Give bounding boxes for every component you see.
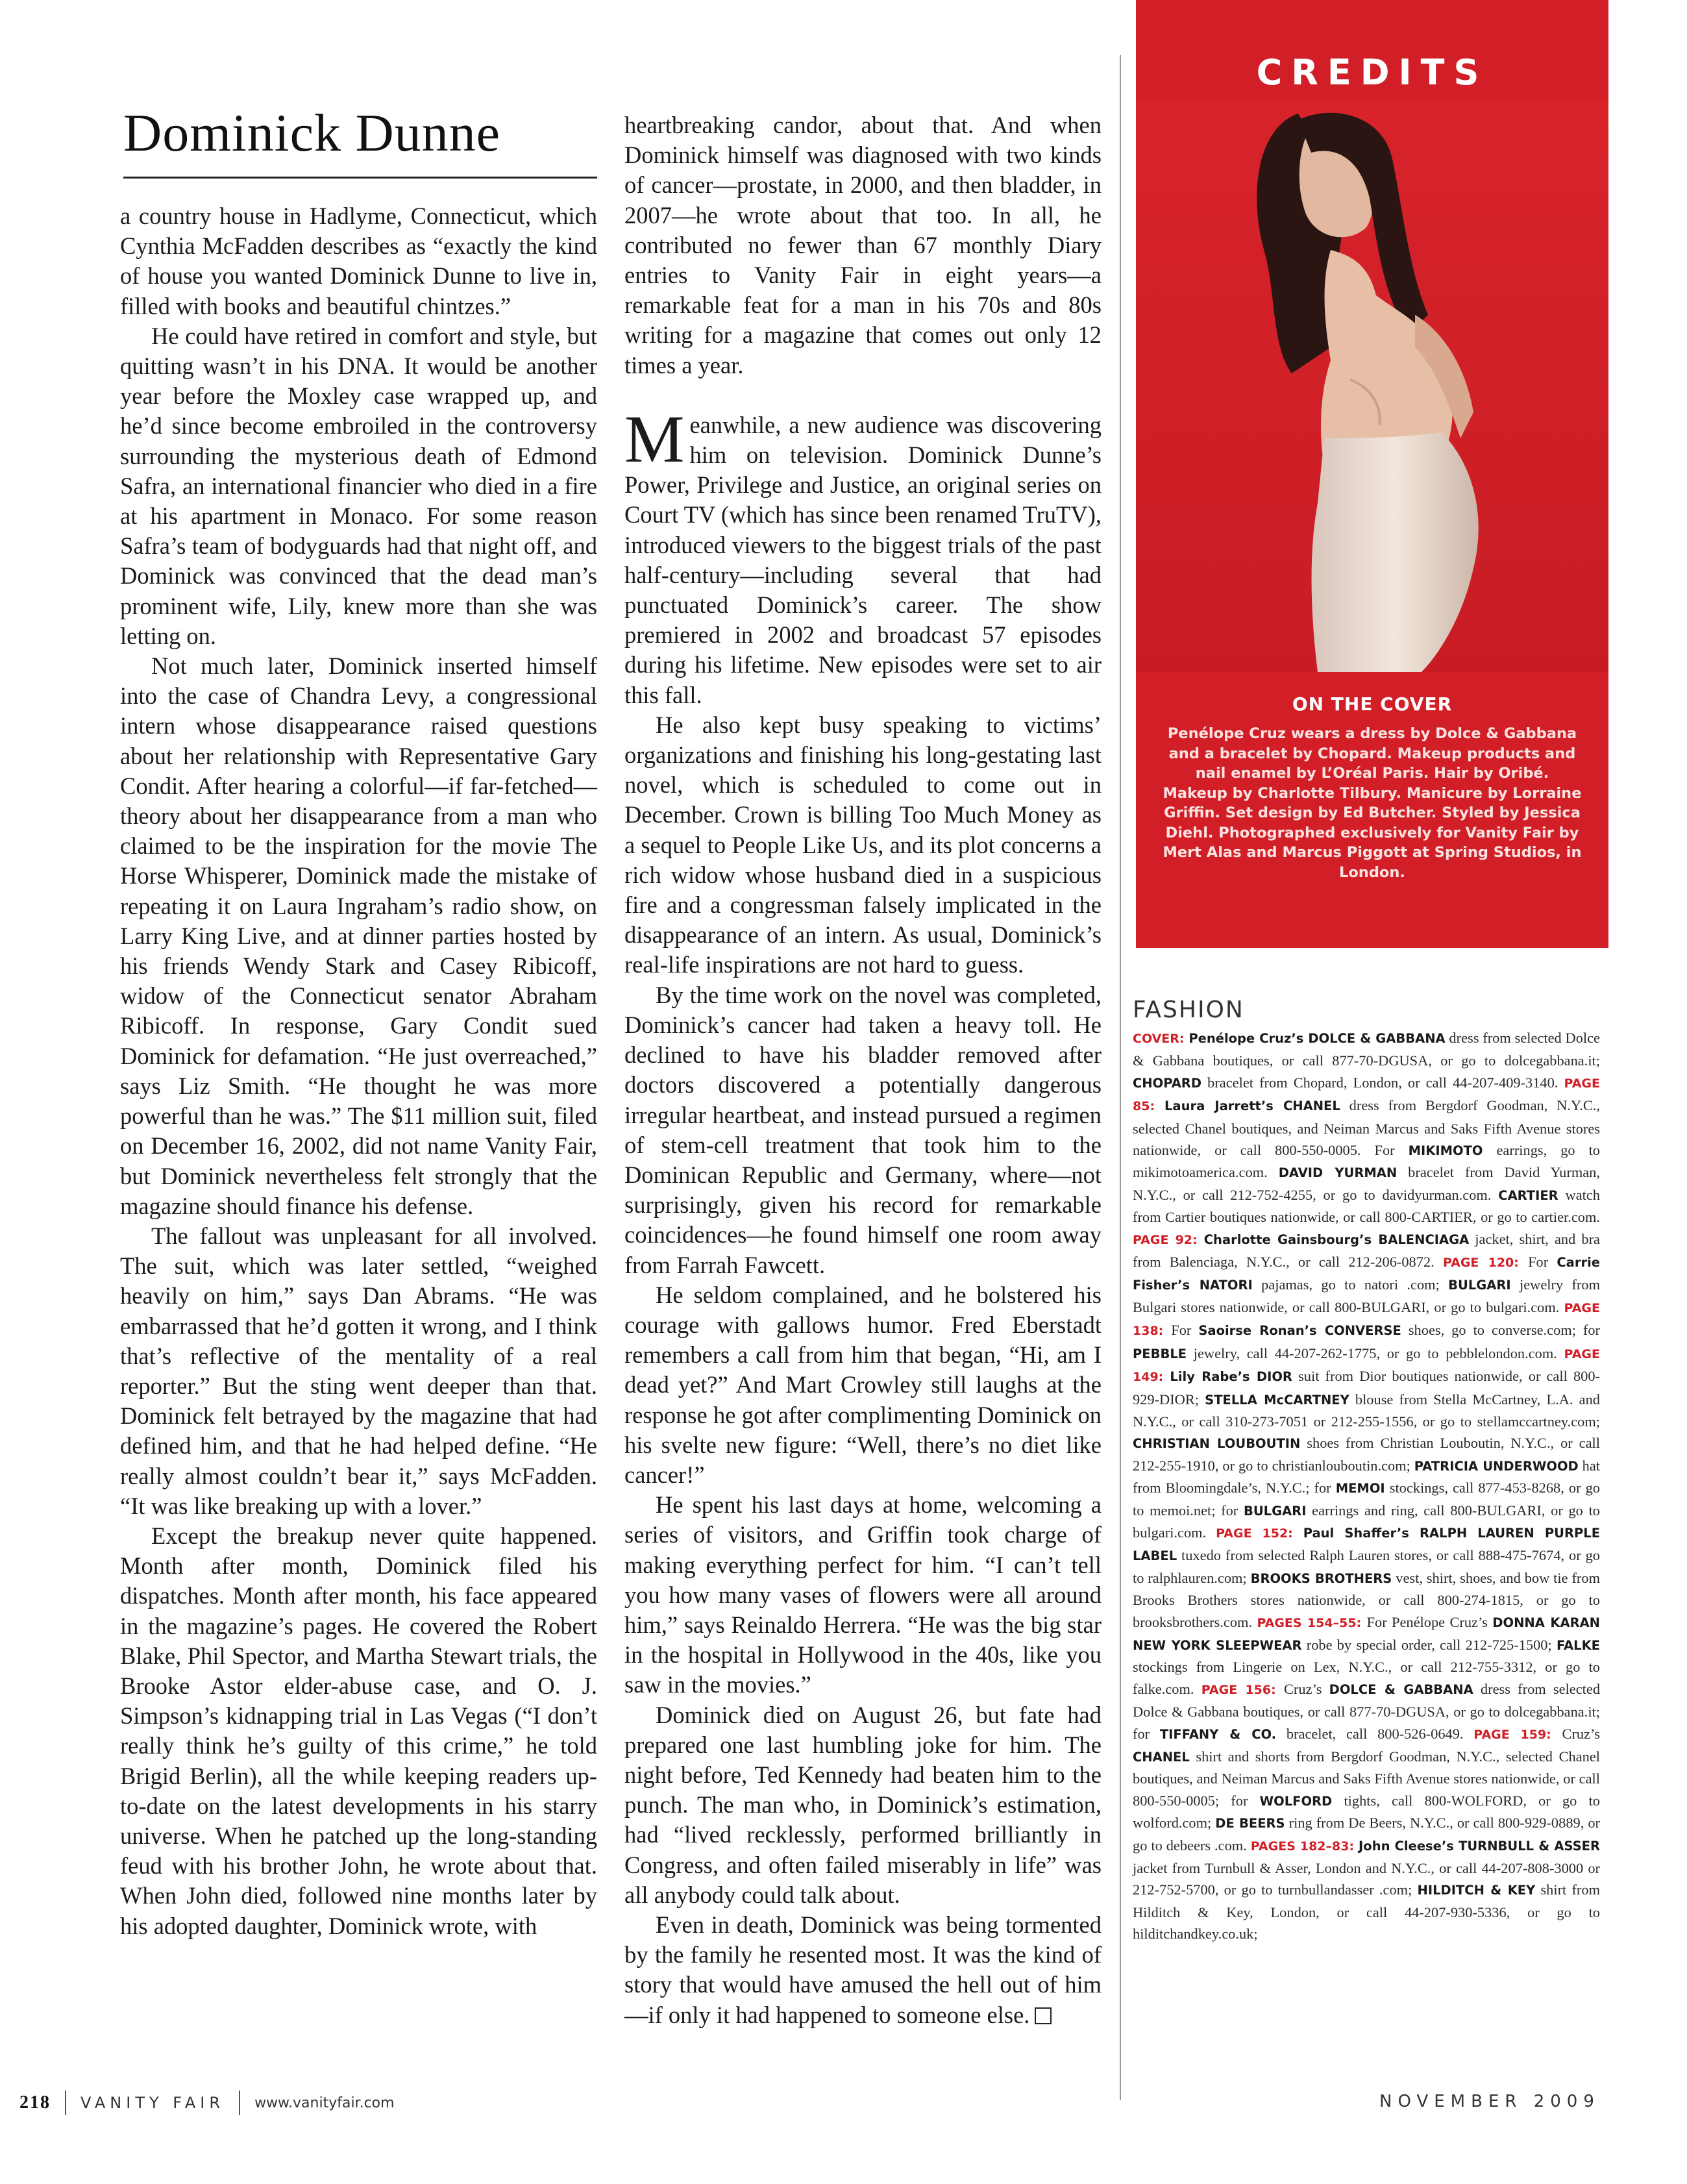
credit-page-label: PAGE 149:	[1133, 1346, 1600, 1385]
credit-brand: PEBBLE	[1133, 1346, 1187, 1361]
credit-brand: HILDITCH & KEY	[1417, 1883, 1536, 1898]
credit-text: bracelet from Chopard, London, or call 44-207-409-3140.	[1201, 1074, 1564, 1091]
credit-text: shoes from Christian Louboutin, N.Y.C., or call 212-255-1910, or go to christianlouboutin.com;	[1133, 1435, 1601, 1474]
article-column-2	[624, 110, 1102, 2030]
credit-text: shirt and shorts from Bergdorf Goodman, N.Y.C., selected Chanel boutiques, and Neiman Marcus and Saks Fifth Avenue stores nationwide, or call 800-550-0005; for	[1133, 1748, 1600, 1809]
credit-text: watch from Cartier boutiques nationwide, or call 800-CARTIER, or go to cartier.com.	[1133, 1186, 1601, 1226]
paragraph: Even in death, Dominick was being tormented by the family he resented most. It was the kind of story that would have amused the hell out of him—if only it had happened to someone else.	[624, 1911, 1102, 2028]
paragraph: The fallout was unpleasant for all involved. The suit, which was later settled, “weighed heavily on him,” says Dan Abrams. “He was embarrassed that he’d gotten it wrong, and I think that’s reflective of the mentality of a real reporter.” But the sting went deeper than that. Dominick felt betrayed by the magazine that had defined him, and that he had helped define. “He really almost couldn’t bear it,” says McFadden. “It was like breaking up with a lover.”	[120, 1222, 597, 1519]
credit-page-label: COVER:	[1133, 1032, 1189, 1046]
credit-brand: Saoirse Ronan’s CONVERSE	[1198, 1323, 1401, 1339]
credit-brand: WOLFORD	[1259, 1793, 1333, 1809]
credit-text: dress from selected Dolce & Gabbana boutiques, or call 877-70-DGUSA, or go to dolcegabbana.it;	[1133, 1030, 1600, 1069]
credit-page-label: PAGE 92:	[1133, 1232, 1204, 1247]
credit-text: suit from Dior boutiques nationwide, or call 800-929-DIOR;	[1133, 1368, 1601, 1408]
credit-brand: CARTIER	[1498, 1187, 1558, 1203]
magazine-name: VANITY FAIR	[80, 2094, 225, 2112]
credit-brand: BROOKS BROTHERS	[1250, 1570, 1392, 1586]
credit-brand: MIKIMOTO	[1408, 1143, 1483, 1159]
article-column-1	[120, 201, 597, 1941]
footer-divider	[65, 2091, 66, 2115]
credit-page-label: PAGE 85:	[1133, 1076, 1600, 1114]
paragraph: Not much later, Dominick inserted himself into the case of Chandra Levy, a congressional intern whose disappearance raised questions about her relationship with Representative Gary Condit. After hearing a colorful—if far-fetched—theory about her disappearance from a man who claimed to be the inspiration for the movie The Horse Whisperer, Dominick made the mistake of repeating it on Laura Ingraham’s radio show, on Larry King Live, and at dinner parties hosted by his friends Wendy Stark and Casey Ribicoff, widow of the Connecticut senator Abraham Ribicoff. In response, Gary Condit sued Dominick for defamation. “He just overreached,” says Liz Smith. “He thought he was more powerful than he was.” The $11 million suit, filed on December 16, 2002, did not name Vanity Fair, but Dominick nevertheless felt strongly that the magazine should finance his defense.	[120, 652, 597, 1219]
credit-text: robe by special order, call 212-725-1500;	[1301, 1636, 1557, 1653]
paragraph: He seldom complained, and he bolstered his courage with gallows humor. Fred Eberstadt remembers a call from him that began, “Hi, am I dead yet?” And Mart Crowley still laughs at the response he got after complimenting Dominick on his svelte new figure: “Well, there’s no diet like cancer!”	[624, 1281, 1102, 1488]
credit-text: For Penélope Cruz’s	[1366, 1613, 1493, 1630]
credit-brand: Laura Jarrett’s CHANEL	[1164, 1098, 1340, 1114]
credit-text: For	[1528, 1254, 1557, 1271]
article-title: Dominick Dunne	[123, 103, 501, 162]
credit-brand: STELLA McCARTNEY	[1205, 1392, 1349, 1408]
credit-text: jewelry from Bulgari stores nationwide, or call 800-BULGARI, or go to bulgari.com.	[1133, 1276, 1600, 1315]
footer-divider	[239, 2091, 240, 2115]
credit-text: bracelet, call 800-526-0649.	[1276, 1725, 1474, 1742]
paragraph: Except the breakup never quite happened. Month after month, Dominick filed his dispatches. Month after month, his face appeared in the magazine’s pages. He covered the Robert Blake, Phil Spector, and Martha Stewart trials, the Brooke Astor elder-abuse case, and O. J. Simpson’s kidnapping trial in Las Vegas (“I don’t really think he’s guilty of this crime,” he told Brigid Berlin), all the while keeping readers up-to-date on the latest developments in his starry universe. When he patched up the long-standing feud with his brother John, he wrote about that. When John died, followed nine months later by his adopted daughter, Dominick wrote, with	[120, 1522, 597, 1939]
credit-text: blouse from Stella McCartney, L.A. and N.Y.C., or call 310-273-7051 or 212-255-1556, or go to stellamccartney.com;	[1133, 1391, 1600, 1430]
credits-title: CREDITS	[1256, 52, 1488, 93]
cover-photo	[1136, 101, 1608, 672]
end-mark-icon	[1035, 2007, 1052, 2024]
issue-date: NOVEMBER 2009	[1379, 2092, 1600, 2111]
credit-text: hat from Bloomingdale’s, N.Y.C.; for	[1133, 1457, 1601, 1496]
credit-brand: DONNA KARAN NEW YORK SLEEPWEAR	[1133, 1615, 1600, 1653]
credit-brand: Paul Shaffer’s RALPH LAUREN PURPLE LABEL	[1133, 1525, 1601, 1564]
paragraph: He spent his last days at home, welcoming a series of visitors, and Griffin took charge of making everything perfect for him. “I can’t tell you how many vases of flowers were all around him,” says Reinaldo Herrera. “He was the big star in the hospital in Hollywood in the 40s, like you saw in the movies.”	[624, 1491, 1102, 1698]
credit-page-label: PAGE 120:	[1442, 1256, 1529, 1271]
credit-brand: Penélope Cruz’s DOLCE & GABBANA	[1188, 1031, 1446, 1046]
credit-text: Cruz’s	[1283, 1680, 1329, 1697]
credit-brand: BULGARI	[1243, 1503, 1307, 1519]
paragraph: By the time work on the novel was completed, Dominick’s cancer had taken a heavy toll. He declined to have his bladder removed after doctors discovered a potentially dangerous irregular heartbeat, and instead pursued a regimen of stem-cell treatment that took him to the Dominican Republic and Germany, where—not surprisingly, given his record for remarkable coincidences—he found himself one room away from Farrah Fawcett.	[624, 981, 1102, 1278]
page-number: 218	[19, 2092, 51, 2113]
fashion-credits	[1133, 1027, 1600, 1945]
credit-text: bracelet from David Yurman, N.Y.C., or call 212-752-4255, or go to davidyurman.com.	[1133, 1164, 1600, 1203]
credit-brand: Lily Rabe’s DIOR	[1170, 1369, 1292, 1385]
credit-page-label: PAGES 182–83:	[1250, 1839, 1359, 1854]
credit-text: ring from De Beers, N.Y.C., or call 800-929-0889, or go to debeers .com.	[1133, 1815, 1600, 1854]
credit-brand: CHOPARD	[1133, 1075, 1202, 1091]
paragraph: He could have retired in comfort and style, but quitting wasn’t in his DNA. It would be another year before the Moxley case wrapped up, and he’d since become embroiled in the controversy surrounding the mysterious death of Edmond Safra, an international financier who died in a fire at his apartment in Monaco. For some reason Safra’s team of bodyguards had that night off, and Dominick was convinced that the dead man’s prominent wife, Lily, knew more than she was letting on.	[120, 322, 597, 649]
credit-page-label: PAGE 156:	[1201, 1682, 1284, 1697]
credit-brand: CHANEL	[1133, 1750, 1190, 1765]
credit-text: jewelry, call 44-207-262-1775, or go to pebblelondon.com.	[1187, 1345, 1564, 1361]
credit-page-label: PAGE 159:	[1473, 1727, 1562, 1742]
credit-page-label: PAGE 152:	[1216, 1526, 1303, 1541]
credit-text: pajamas, go to natori .com;	[1252, 1276, 1449, 1293]
credit-brand: FALKE	[1556, 1637, 1600, 1653]
credit-text: earrings and ring, call 800-BULGARI, or go to bulgari.com.	[1133, 1502, 1600, 1541]
credit-text: Cruz’s	[1562, 1725, 1600, 1742]
credit-brand: MEMOI	[1335, 1481, 1385, 1496]
credit-brand: DAVID YURMAN	[1278, 1165, 1398, 1181]
credit-text: shoes, go to converse.com; for	[1401, 1322, 1601, 1339]
credit-brand: DE BEERS	[1215, 1816, 1285, 1831]
credit-text: earrings, go to mikimotoamerica.com.	[1133, 1142, 1601, 1181]
title-rule	[123, 177, 597, 179]
credits-panel	[1136, 0, 1608, 948]
credit-text: tights, call 800-WOLFORD, or go to wolford.com;	[1133, 1792, 1601, 1831]
credit-text: stockings, call 877-453-8268, or go to memoi.net; for	[1133, 1480, 1601, 1519]
credit-page-label: PAGE 138:	[1133, 1300, 1600, 1339]
fashion-heading: FASHION	[1133, 997, 1244, 1023]
credit-text: vest, shirt, shoes, and bow tie from Brooks Brothers stores nationwide, or call 800-274-1815, or go to brooksbrothers.com.	[1133, 1569, 1600, 1630]
credit-brand: BULGARI	[1448, 1278, 1511, 1293]
page-footer	[19, 2091, 395, 2115]
credit-brand: DOLCE & GABBANA	[1329, 1681, 1473, 1697]
paragraph-dropcap: Meanwhile, a new audience was discovering him on television. Dominick Dunne’s Power, Privilege and Justice, an original series on Court TV (which has since been renamed TruTV), introduced viewers to the biggest trials of the past half-century—including several that had punctuated Dominick’s career. The show premiered in 2002 and broadcast 57 episodes during his lifetime. New episodes were set to air this fall.	[624, 401, 1102, 708]
paragraph: heartbreaking candor, about that. And when Dominick himself was diagnosed with two kinds of cancer—prostate, in 2000, and then bladder, in 2007—he wrote about that too. In all, he contributed no fewer than 67 monthly Diary entries to Vanity Fair in eight years—a remarkable feat for a man in his 70s and 80s writing for a magazine that comes out only 12 times a year.	[624, 112, 1102, 378]
credit-brand: CHRISTIAN LOUBOUTIN	[1133, 1436, 1301, 1452]
paragraph: Dominick died on August 26, but fate had prepared one last humbling joke for him. The night before, Ted Kennedy had beaten him to the punch. The man who, in Dominick’s estimation, had “lived recklessly, performed brilliantly in Congress, and often failed miserably in life” was all anybody could talk about.	[624, 1701, 1102, 1908]
credit-text: shirt from Hilditch & Key, London, or call 44-207-930-5336, or go to hilditchandkey.co.uk;	[1133, 1881, 1600, 1942]
paragraph: He also kept busy speaking to victims’ organizations and finishing his long-gestating last novel, which is scheduled to come out in December. Crown is billing Too Much Money as a sequel to People Like Us, and its plot concerns a rich widow whose husband died in a suspicious fire and a congressman falsely implicated in the disappearance of an intern. As usual, Dominick’s real-life inspirations are not hard to guess.	[624, 711, 1102, 978]
credit-text: dress from Bergdorf Goodman, N.Y.C., selected Chanel boutiques, and Neiman Marcus and Saks Fifth Avenue stores nationwide, or call 800-550-0005. For	[1133, 1097, 1600, 1159]
cover-caption: Penélope Cruz wears a dress by Dolce & Gabbana and a bracelet by Chopard. Makeup products and nail enamel by L’Oréal Paris. Hair by Oribé. Makeup by Charlotte Tilbury. Manicure by Lorraine Griffin. Set design by Ed Butcher. Styled by Jessica Diehl. Photographed exclusively for Vanity Fair by Mert Alas and Marcus Piggott at Spring Studios, in London.	[1163, 725, 1582, 881]
credit-text: For	[1171, 1322, 1199, 1339]
credit-text: stockings from Lingerie on Lex, N.Y.C., or call 212-755-3312, or go to falke.com.	[1133, 1659, 1600, 1697]
credit-brand: PATRICIA UNDERWOOD	[1414, 1458, 1579, 1474]
column-divider	[1120, 55, 1121, 2100]
cover-caption-title: ON THE COVER	[1292, 693, 1453, 715]
credit-text: jacket, shirt, and bra from Balenciaga, N.Y.C., or call 212-206-0872.	[1133, 1230, 1600, 1271]
magazine-url: www.vanityfair.com	[254, 2094, 395, 2111]
credit-brand: John Cleese’s TURNBULL & ASSER	[1359, 1838, 1601, 1854]
credit-brand: Carrie Fisher’s NATORI	[1133, 1255, 1600, 1293]
paragraph: a country house in Hadlyme, Connecticut, which Cynthia McFadden describes as “exactly the kind of house you wanted Dominick Dunne to live in, filled with books and beautiful chintzes.”	[120, 203, 597, 319]
credit-brand: Charlotte Gainsbourg’s BALENCIAGA	[1203, 1232, 1470, 1247]
credit-text: jacket from Turnbull & Asser, London and N.Y.C., or call 44-207-808-3000 or 212-752-5700, or go to turnbullandasser .com;	[1133, 1860, 1600, 1898]
credit-page-label: PAGES 154–55:	[1257, 1615, 1367, 1630]
credit-text: dress from selected Dolce & Gabbana boutiques, or call 877-70-DGUSA, or go to dolcegabbana.it; for	[1133, 1680, 1601, 1742]
credit-text: tuxedo from selected Ralph Lauren stores, or call 888-475-7674, or go to ralphlauren.com;	[1133, 1547, 1600, 1586]
drop-cap: M	[624, 401, 685, 477]
credit-brand: TIFFANY & CO.	[1159, 1726, 1277, 1742]
